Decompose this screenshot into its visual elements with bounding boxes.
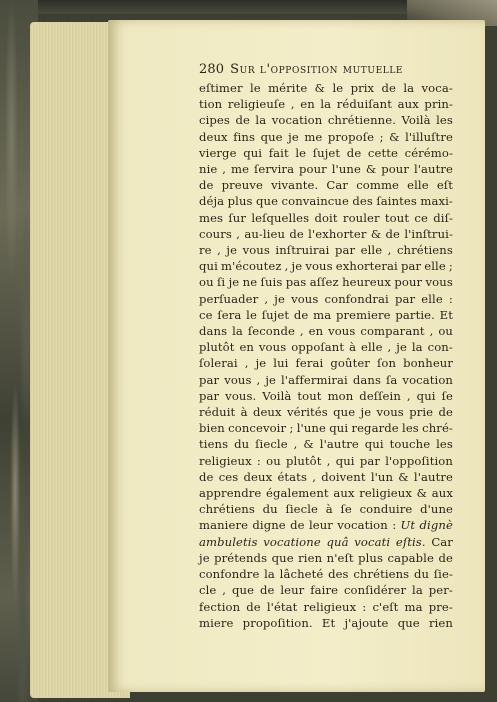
text-line: qui m'écoutez , je vous exhorterai par elle ; — [199, 259, 453, 274]
text-line: je prétends que rien n'eſt plus capable de — [199, 550, 453, 565]
text-line: religieux : ou plutôt , qui par l'oppoſition — [199, 453, 453, 468]
text-line: plutôt en vous oppoſant à elle , je la con- — [199, 340, 453, 355]
text-line: de ces deux états , doivent l'un & l'autre — [199, 469, 453, 484]
text-line: maniere digne de leur vocation : Ut dignè — [199, 518, 453, 533]
text-line: confondre la lâcheté des chrétiens du ſie- — [199, 567, 453, 582]
body-text — [199, 80, 453, 631]
text-line: mes ſur leſquelles doit rouler tout ce diſ- — [199, 210, 453, 225]
running-head-title: Sur l'opposition mutuelle — [230, 62, 404, 77]
text-line: cipes de la vocation chrétienne. Voilà les — [199, 113, 453, 128]
text-line: deux fins que je me propoſe ; & l'illuſtre — [199, 129, 453, 144]
text-line: perſuader , je vous confondrai par elle : — [199, 291, 453, 306]
text-line: par vous , je l'affermirai dans ſa vocation — [199, 372, 453, 387]
page-text-block — [199, 61, 453, 631]
text-line: tiens du ſiecle , & l'autre qui touche les — [199, 437, 453, 452]
text-line: apprendre également aux religieux & aux — [199, 486, 453, 501]
text-line: déja plus que convaincue des ſaintes maxi- — [199, 194, 453, 209]
text-line: vierge qui fait le ſujet de cette cérémo- — [199, 145, 453, 160]
text-line: ambuletis vocatione quâ vocati eſtis. Car — [199, 534, 453, 549]
text-line: fection de l'état religieux : c'eſt ma pre- — [199, 599, 453, 614]
text-line: réduit à deux vérités que je vous prie de — [199, 405, 453, 420]
text-line: par vous. Voilà tout mon deſſein , qui ſe — [199, 388, 453, 403]
text-line: cle , que de leur faire conſidérer la per- — [199, 583, 453, 598]
text-line: re , je vous inſtruirai par elle , chrétiens — [199, 243, 453, 258]
text-line: bien concevoir ; l'une qui regarde les chré- — [199, 421, 453, 436]
running-head — [199, 61, 453, 79]
text-line: eſtimer le mérite & le prix de la voca- — [199, 81, 453, 95]
text-line: cours , au-lieu de l'exhorter & de l'inſtrui- — [199, 226, 453, 241]
text-line: ou ſi je ne ſuis pas aſſez heureux pour vous — [199, 275, 453, 290]
text-line: nie , me ſervira pour l'une & pour l'autre — [199, 162, 453, 177]
text-line: miere propoſition. Et j'ajoute que rien — [199, 615, 453, 630]
text-line: ce ſera le ſujet de ma premiere partie. Et — [199, 307, 453, 322]
text-line: de preuve vivante. Car comme elle eſt — [199, 178, 453, 193]
text-line: dans la ſeconde , en vous comparant , ou — [199, 324, 453, 339]
text-line: ſolerai , je lui ferai goûter ſon bonheur — [199, 356, 453, 371]
text-line: tion religieuſe , en la réduiſant aux prin- — [199, 97, 453, 112]
page-number: 280 — [199, 62, 225, 77]
text-line: chrétiens du ſiecle à ſe conduire d'une — [199, 502, 453, 517]
